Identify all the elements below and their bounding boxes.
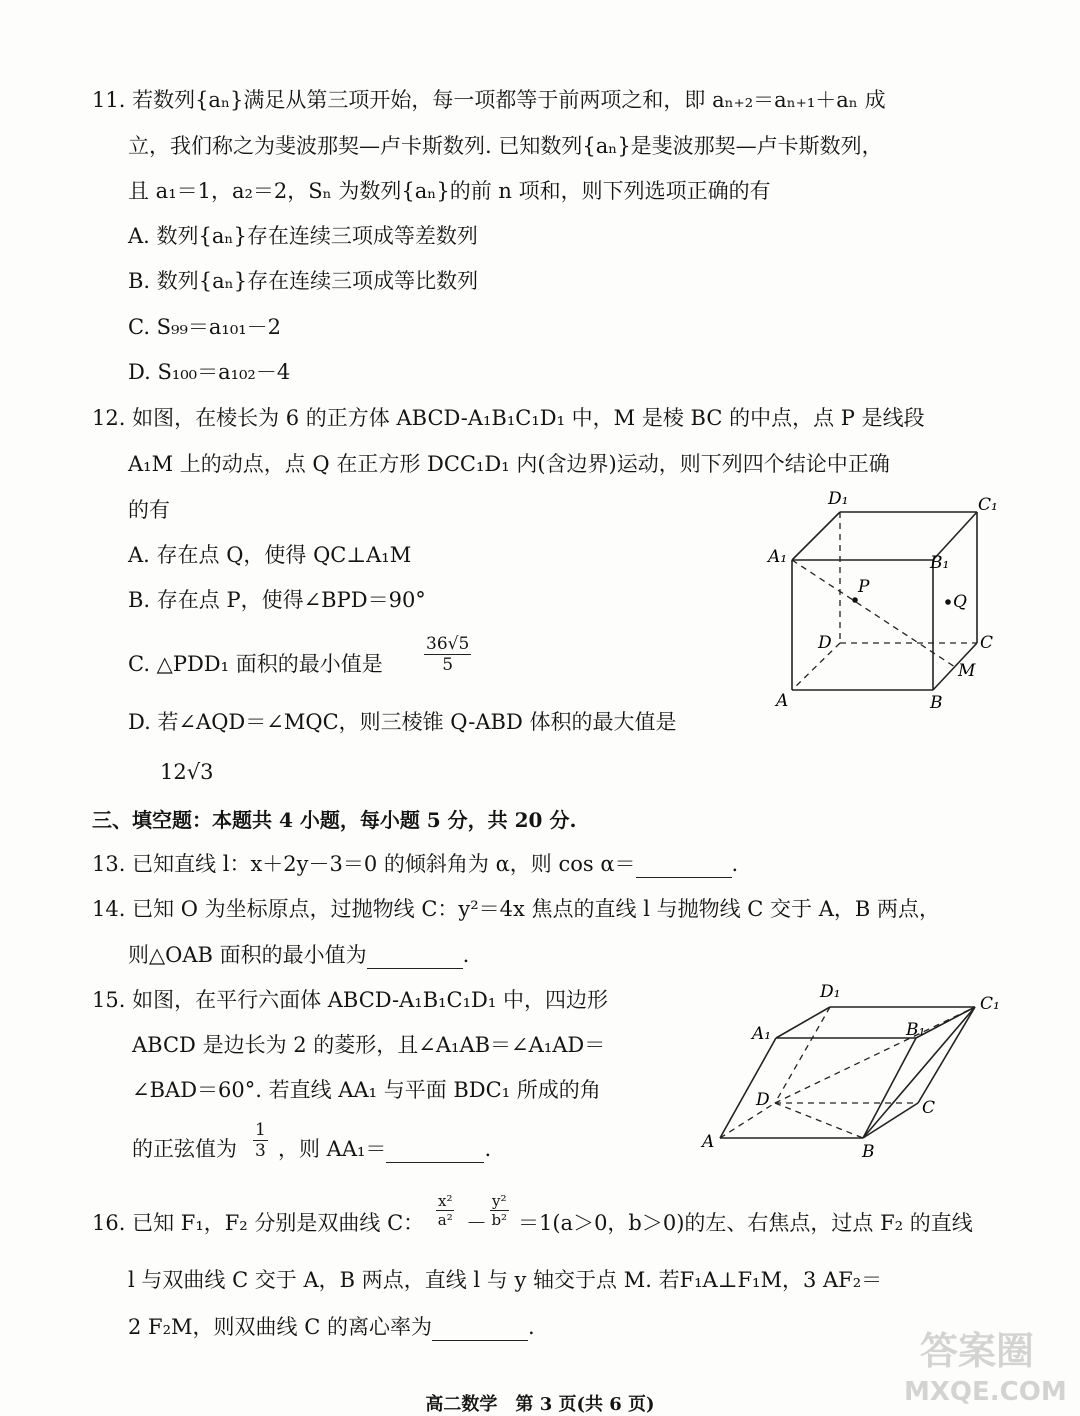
watermark-top: 答案圈 (920, 1329, 1035, 1373)
answer-blank (636, 853, 732, 878)
q16-line3 (128, 1311, 535, 1341)
fraction-numerator: 1 (255, 1120, 266, 1140)
point-p-marker (852, 597, 858, 603)
fraction-numerator: x² (438, 1192, 453, 1210)
q11-option-a: A. 数列{aₙ}存在连续三项成等差数列 (128, 224, 478, 248)
fraction-numerator: 36√5 (426, 634, 470, 654)
label-c1: C₁ (980, 994, 1000, 1014)
q15-line1: 15. 如图，在平行六面体 ABCD-A₁B₁C₁D₁ 中，四边形 (92, 988, 608, 1012)
parallelepiped-figure (700, 975, 1010, 1170)
label-p: P (858, 577, 870, 597)
label-c: C (922, 1098, 936, 1118)
q15-line4 (278, 1133, 491, 1163)
q16-fraction-x (436, 1192, 454, 1229)
fraction-numerator: y² (492, 1192, 507, 1210)
q16-fraction-y (490, 1192, 509, 1229)
page-footer: 高二数学 第 3 页(共 6 页) (425, 1394, 655, 1415)
q13-text: 13. 已知直线 l：x＋2y－3＝0 的倾斜角为 α，则 cos α＝ (92, 852, 636, 876)
watermark-bottom: MXQE.COM (904, 1377, 1067, 1406)
q15-end: . (484, 1137, 492, 1161)
answer-blank (367, 944, 463, 969)
label-b: B (862, 1142, 875, 1162)
q14-line1: 14. 已知 O 为坐标原点，过抛物线 C：y²＝4x 焦点的直线 l 与抛物线 C 交于 A，B 两点， (92, 897, 940, 921)
q15-line4-post: ，则 AA₁＝ (278, 1137, 387, 1161)
q16-line1-pre: 16. 已知 F₁，F₂ 分别是双曲线 C： (92, 1211, 425, 1235)
fraction-denominator: a² (437, 1211, 453, 1229)
q11-line1: 11. 若数列{aₙ}满足从第三项开始，每一项都等于前两项之和，即 aₙ₊₂＝aₙ₊₁＋aₙ 成 (92, 88, 886, 112)
answer-blank (432, 1316, 528, 1341)
label-d1: D₁ (828, 489, 849, 509)
point-q-marker (945, 599, 951, 605)
q15-fraction (253, 1120, 268, 1161)
answer-blank (386, 1138, 484, 1163)
label-c1: C₁ (978, 495, 998, 515)
q14-line2 (128, 939, 469, 969)
q14-text: 则△OAB 面积的最小值为 (128, 943, 367, 967)
q16-minus: － (466, 1211, 487, 1235)
q15-line3: ∠BAD＝60°. 若直线 AA₁ 与平面 BDC₁ 所成的角 (132, 1078, 601, 1102)
label-d: D (756, 1090, 770, 1110)
q15-line4-pre: 的正弦值为 (132, 1137, 237, 1161)
q16-line1-post: ＝1(a＞0，b＞0)的左、右焦点，过点 F₂ 的直线 (518, 1211, 973, 1235)
q13-end: . (731, 852, 739, 876)
q14-end: . (462, 943, 470, 967)
fraction-denominator: 5 (442, 655, 454, 675)
label-d: D (818, 633, 832, 653)
fraction-denominator: b² (491, 1211, 508, 1229)
q11-line2: 立，我们称之为斐波那契—卢卡斯数列. 已知数列{aₙ}是斐波那契—卢卡斯数列， (128, 134, 883, 158)
q11-option-c: C. S₉₉＝a₁₀₁－2 (128, 315, 282, 339)
q16-end: . (527, 1315, 535, 1339)
label-a1: A₁ (768, 547, 788, 567)
q12-option-c: C. △PDD₁ 面积的最小值是 (128, 652, 383, 676)
q13 (92, 848, 738, 878)
q15-line2: ABCD 是边长为 2 的菱形，且∠A₁AB＝∠A₁AD＝ (132, 1033, 606, 1057)
section-title: 三、填空题：本题共 4 小题，每小题 5 分，共 20 分. (92, 808, 577, 832)
label-b1: B₁ (906, 1020, 926, 1040)
q12-option-d: D. 若∠AQD＝∠MQC，则三棱锥 Q-ABD 体积的最大值是 (128, 710, 677, 734)
label-b1: B₁ (930, 553, 950, 573)
q12-option-d-value: 12√3 (160, 760, 214, 784)
q12-line3: 的有 (128, 498, 170, 522)
label-c: C (980, 633, 994, 653)
label-d1: D₁ (820, 982, 841, 1002)
cube-figure (760, 480, 1010, 720)
q11-option-d: D. S₁₀₀＝a₁₀₂－4 (128, 360, 291, 384)
q12-line1: 12. 如图，在棱长为 6 的正方体 ABCD-A₁B₁C₁D₁ 中，M 是棱 BC 的中点，点 P 是线段 (92, 406, 925, 430)
q11-line3: 且 a₁＝1，a₂＝2，Sₙ 为数列{aₙ}的前 n 项和，则下列选项正确的有 (128, 179, 771, 203)
q12-option-b: B. 存在点 P，使得∠BPD＝90° (128, 588, 426, 612)
label-a: A (702, 1132, 715, 1152)
q16-text: 2 F₂M，则双曲线 C 的离心率为 (128, 1315, 432, 1339)
q12-option-c-fraction (424, 634, 471, 675)
label-a1: A₁ (752, 1024, 772, 1044)
fraction-denominator: 3 (255, 1141, 266, 1161)
q12-option-a: A. 存在点 Q，使得 QC⊥A₁M (128, 543, 412, 567)
q12-line2: A₁M 上的动点，点 Q 在正方形 DCC₁D₁ 内(含边界)运动，则下列四个结论中正确 (128, 452, 890, 476)
label-q: Q (953, 592, 967, 612)
q11-option-b: B. 数列{aₙ}存在连续三项成等比数列 (128, 269, 479, 293)
q16-line2: l 与双曲线 C 交于 A，B 两点，直线 l 与 y 轴交于点 M. 若F₁A⊥F₁M，3 AF₂＝ (128, 1268, 883, 1292)
label-a: A (776, 691, 789, 711)
label-b: B (930, 693, 943, 713)
label-m: M (958, 661, 976, 681)
